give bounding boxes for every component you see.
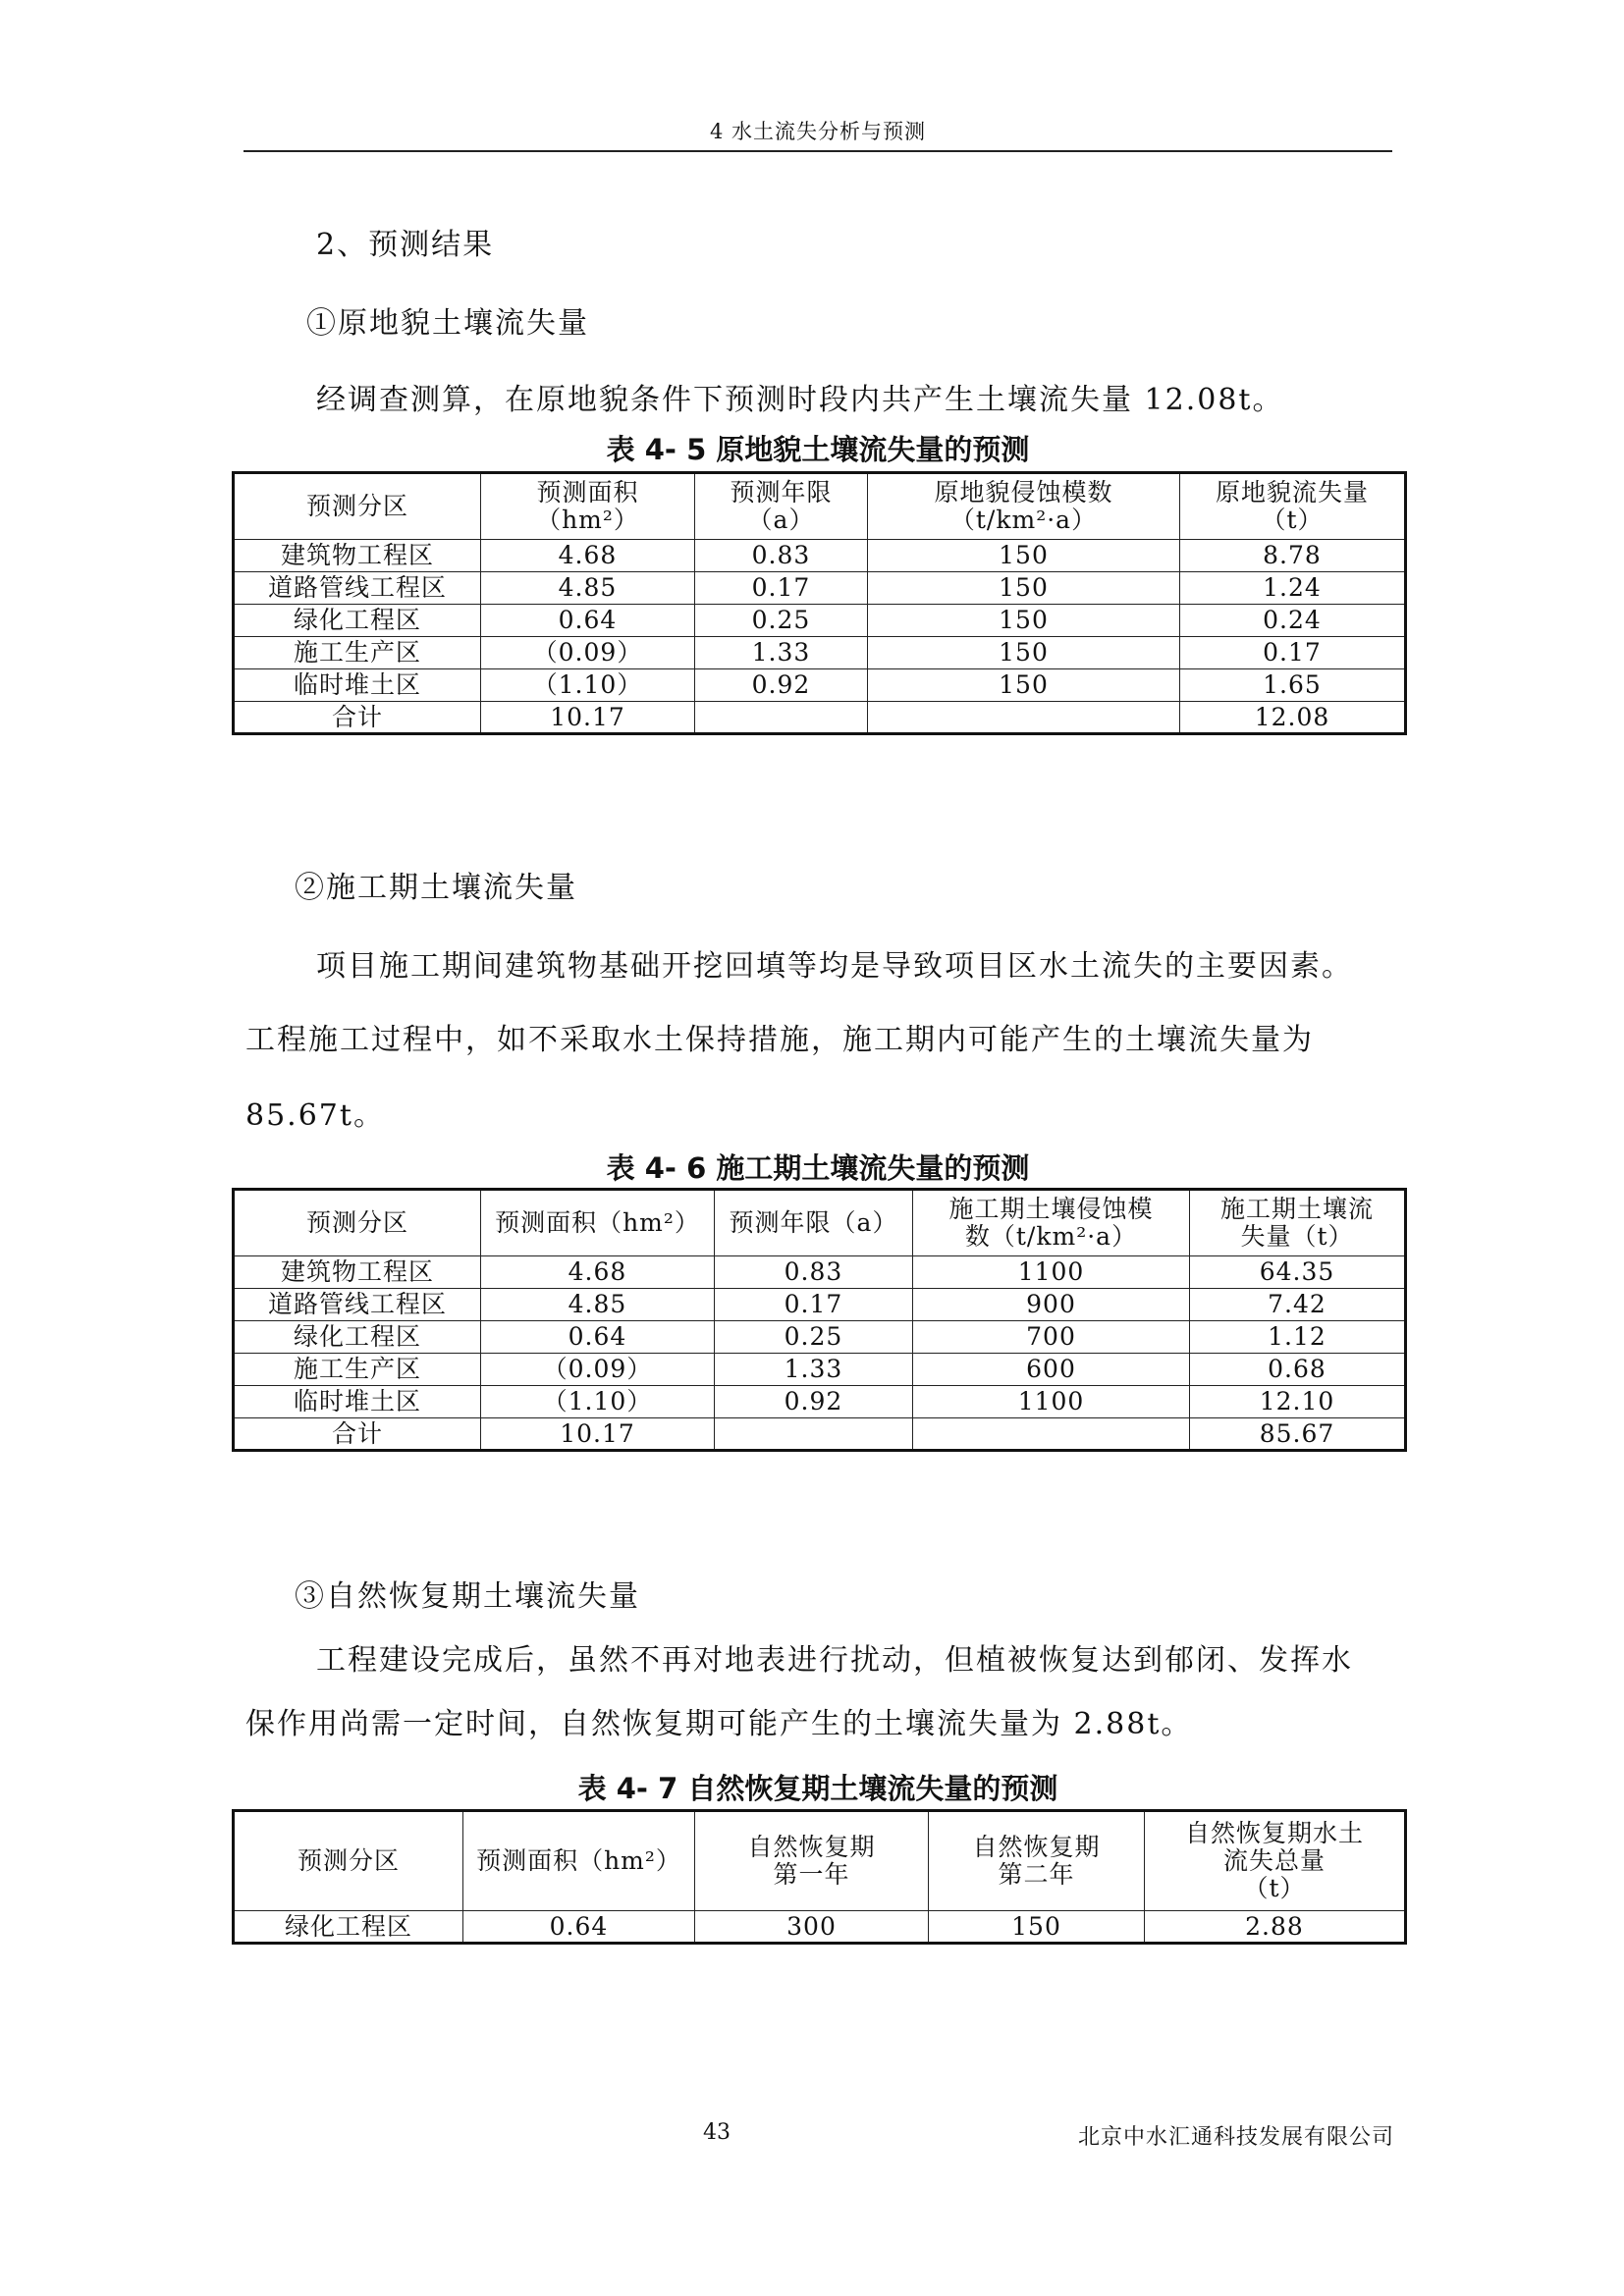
table-row [234, 1386, 1406, 1418]
value-cell [715, 1418, 913, 1451]
value-cell: 150 [929, 1911, 1145, 1944]
header-cell: 预测年限（a） [715, 1190, 913, 1256]
table-row [234, 572, 1406, 605]
value-cell: 10.17 [481, 1418, 715, 1451]
zone-cell: 临时堆土区 [234, 1386, 481, 1418]
zone-cell: 建筑物工程区 [234, 540, 481, 572]
header-cell: 预测面积（hm²） [463, 1811, 695, 1911]
value-cell: 0.92 [695, 669, 868, 702]
part2-line3: 85.67t。 [245, 1098, 385, 1133]
value-cell: 300 [695, 1911, 929, 1944]
value-cell: 700 [913, 1321, 1190, 1354]
table3-caption: 表 4- 7 自然恢复期土壤流失量的预测 [577, 1772, 1058, 1805]
header-cell: 预测面积 （hm²） [481, 473, 695, 540]
value-cell: 1.12 [1190, 1321, 1406, 1354]
value-cell: （1.10） [481, 669, 695, 702]
table-header-row [234, 1811, 1406, 1911]
table-row [234, 1289, 1406, 1321]
value-cell: 0.25 [695, 605, 868, 637]
header-cell: 自然恢复期水土 流失总量 （t） [1145, 1811, 1406, 1911]
value-cell: （0.09） [481, 1354, 715, 1386]
value-cell: （0.09） [481, 637, 695, 669]
value-cell: 4.68 [481, 540, 695, 572]
header-rule [244, 150, 1392, 152]
zone-cell: 绿化工程区 [234, 605, 481, 637]
table-row [234, 637, 1406, 669]
value-cell: 0.64 [463, 1911, 695, 1944]
value-cell: 1.65 [1180, 669, 1406, 702]
value-cell: 0.83 [715, 1256, 913, 1289]
zone-cell: 道路管线工程区 [234, 572, 481, 605]
value-cell [868, 702, 1180, 734]
value-cell: 0.64 [481, 1321, 715, 1354]
value-cell: 150 [868, 669, 1180, 702]
value-cell: 0.68 [1190, 1354, 1406, 1386]
value-cell: 0.25 [715, 1321, 913, 1354]
table3 [232, 1809, 1407, 1945]
header-cell: 预测分区 [234, 473, 481, 540]
value-cell: 0.83 [695, 540, 868, 572]
value-cell: 0.17 [1180, 637, 1406, 669]
header-cell: 施工期土壤侵蚀模 数（t/km²·a） [913, 1190, 1190, 1256]
zone-cell: 绿化工程区 [234, 1321, 481, 1354]
part3-line2: 保作用尚需一定时间，自然恢复期可能产生的土壤流失量为 2.88t。 [245, 1707, 1193, 1741]
value-cell: 150 [868, 637, 1180, 669]
header-cell: 预测面积（hm²） [481, 1190, 715, 1256]
table-row [234, 1911, 1406, 1944]
part2-heading: ②施工期土壤流失量 [295, 871, 577, 905]
header-cell: 预测分区 [234, 1190, 481, 1256]
header-cell: 自然恢复期 第二年 [929, 1811, 1145, 1911]
page-number: 43 [703, 2120, 731, 2145]
value-cell: 10.17 [481, 702, 695, 734]
header-cell: 预测年限 （a） [695, 473, 868, 540]
value-cell: 1.33 [695, 637, 868, 669]
value-cell: 150 [868, 572, 1180, 605]
value-cell: （1.10） [481, 1386, 715, 1418]
value-cell: 0.17 [715, 1289, 913, 1321]
value-cell: 0.24 [1180, 605, 1406, 637]
table-header-row [234, 1190, 1406, 1256]
table2 [232, 1188, 1407, 1452]
value-cell: 900 [913, 1289, 1190, 1321]
part1-heading: ①原地貌土壤流失量 [306, 306, 589, 341]
value-cell: 1100 [913, 1256, 1190, 1289]
header-cell: 预测分区 [234, 1811, 463, 1911]
footer-company: 北京中水汇通科技发展有限公司 [1077, 2125, 1394, 2150]
part1-paragraph: 经调查测算，在原地貌条件下预测时段内共产生土壤流失量 12.08t。 [316, 383, 1284, 417]
zone-cell: 施工生产区 [234, 637, 481, 669]
value-cell: 1.24 [1180, 572, 1406, 605]
zone-cell: 合计 [234, 702, 481, 734]
table-row [234, 605, 1406, 637]
value-cell: 85.67 [1190, 1418, 1406, 1451]
part2-line2: 工程施工过程中，如不采取水土保持措施，施工期内可能产生的土壤流失量为 [245, 1023, 1314, 1057]
header-cell: 施工期土壤流 失量（t） [1190, 1190, 1406, 1256]
part3-line1: 工程建设完成后，虽然不再对地表进行扰动，但植被恢复达到郁闭、发挥水 [316, 1643, 1353, 1678]
running-header: 4 水土流失分析与预测 [709, 120, 927, 143]
value-cell: 4.85 [481, 572, 695, 605]
value-cell: 150 [868, 540, 1180, 572]
zone-cell: 合计 [234, 1418, 481, 1451]
value-cell: 0.92 [715, 1386, 913, 1418]
value-cell: 8.78 [1180, 540, 1406, 572]
value-cell: 12.10 [1190, 1386, 1406, 1418]
zone-cell: 建筑物工程区 [234, 1256, 481, 1289]
table-row [234, 540, 1406, 572]
value-cell: 150 [868, 605, 1180, 637]
value-cell: 600 [913, 1354, 1190, 1386]
table-row [234, 669, 1406, 702]
header-cell: 自然恢复期 第一年 [695, 1811, 929, 1911]
value-cell: 1.33 [715, 1354, 913, 1386]
value-cell: 64.35 [1190, 1256, 1406, 1289]
table1-caption: 表 4- 5 原地貌土壤流失量的预测 [606, 433, 1030, 466]
value-cell: 0.17 [695, 572, 868, 605]
zone-cell: 绿化工程区 [234, 1911, 463, 1944]
header-cell: 原地貌侵蚀模数 （t/km²·a） [868, 473, 1180, 540]
value-cell: 2.88 [1145, 1911, 1406, 1944]
value-cell: 4.68 [481, 1256, 715, 1289]
value-cell: 0.64 [481, 605, 695, 637]
part3-heading: ③自然恢复期土壤流失量 [295, 1579, 640, 1614]
value-cell [695, 702, 868, 734]
value-cell: 4.85 [481, 1289, 715, 1321]
table-row [234, 1256, 1406, 1289]
zone-cell: 道路管线工程区 [234, 1289, 481, 1321]
header-cell: 原地貌流失量 （t） [1180, 473, 1406, 540]
table-row [234, 1321, 1406, 1354]
table1 [232, 471, 1407, 735]
value-cell: 12.08 [1180, 702, 1406, 734]
zone-cell: 临时堆土区 [234, 669, 481, 702]
table-row [234, 702, 1406, 734]
section-heading: 2、预测结果 [316, 228, 495, 262]
table-header-row [234, 473, 1406, 540]
zone-cell: 施工生产区 [234, 1354, 481, 1386]
table-row [234, 1418, 1406, 1451]
value-cell [913, 1418, 1190, 1451]
value-cell: 7.42 [1190, 1289, 1406, 1321]
value-cell: 1100 [913, 1386, 1190, 1418]
table2-caption: 表 4- 6 施工期土壤流失量的预测 [606, 1151, 1030, 1185]
part2-line1: 项目施工期间建筑物基础开挖回填等均是导致项目区水土流失的主要因素。 [316, 949, 1353, 984]
table-row [234, 1354, 1406, 1386]
